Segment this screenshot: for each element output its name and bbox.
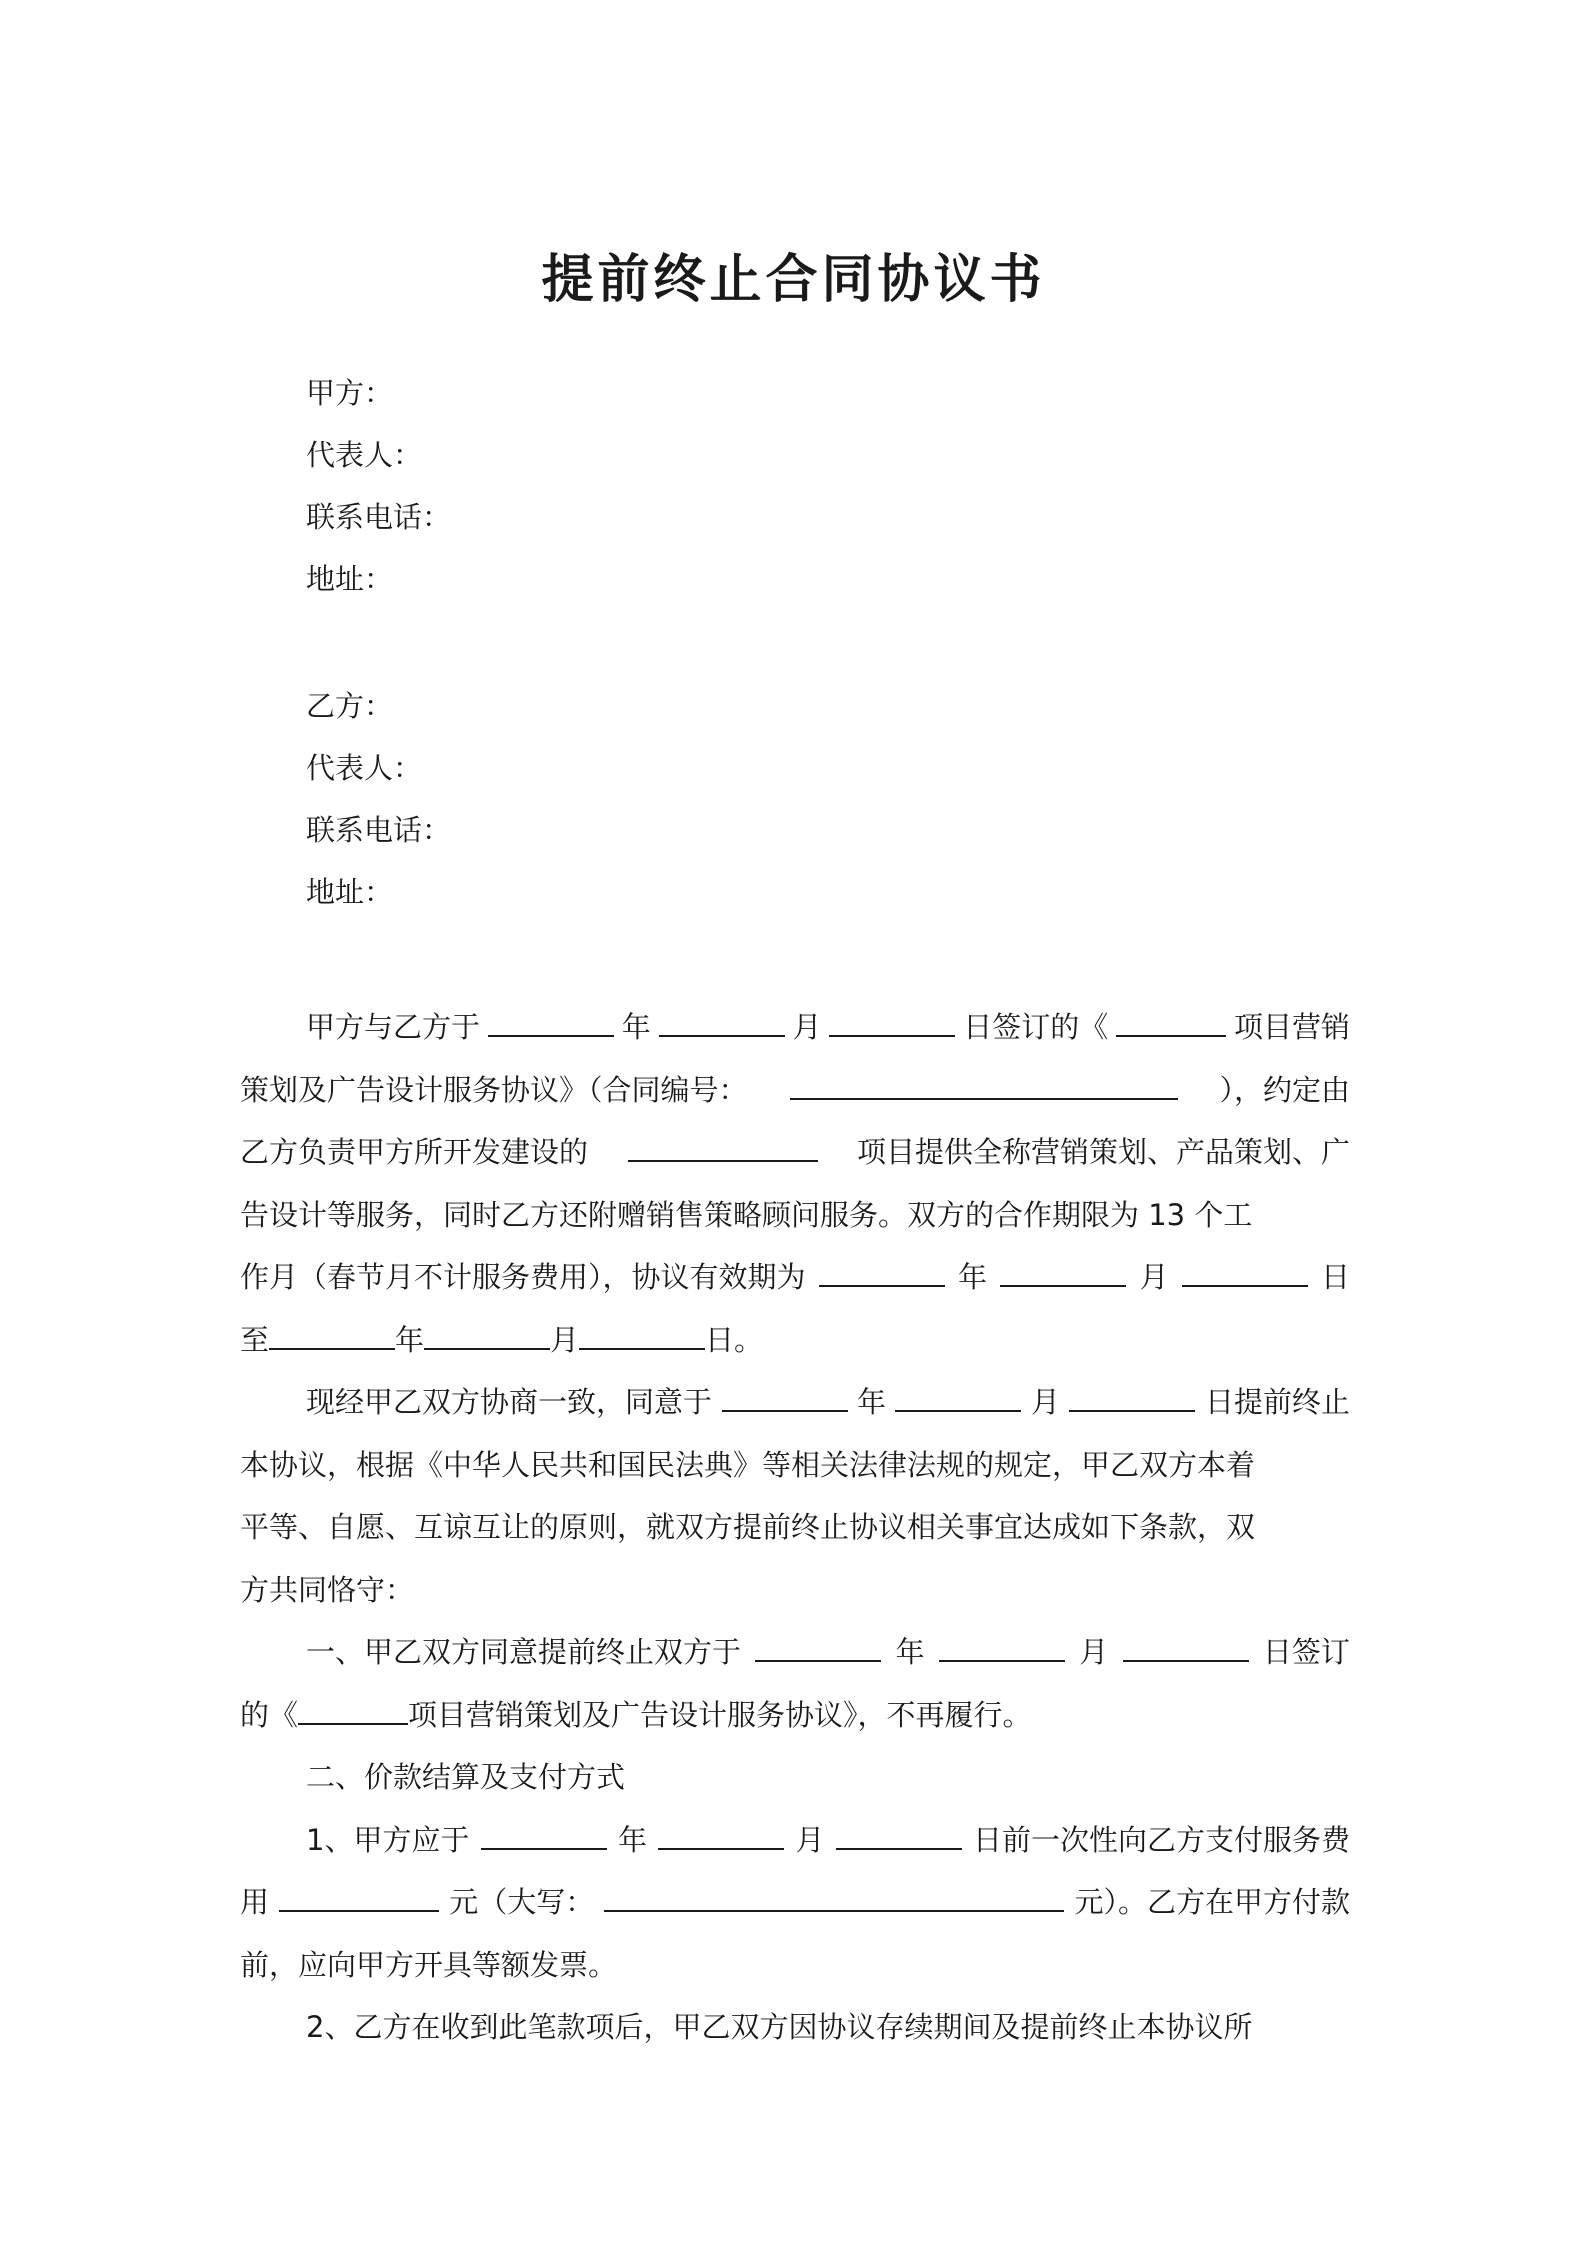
- text-segment: 项目提供全称营销策划、产品策划、广: [856, 1135, 1350, 1169]
- text-segment: 年: [895, 1635, 925, 1669]
- para2-line3: [240, 1496, 1350, 1559]
- para2-line2: [240, 1434, 1350, 1497]
- text-segment: 至: [240, 1322, 270, 1357]
- para2-line1: [240, 1371, 1350, 1434]
- para1-line2: [240, 1059, 1350, 1122]
- text-segment: 用: [240, 1885, 270, 1919]
- clause2-2-line1: [240, 1996, 1350, 2059]
- year-blank: [722, 1380, 848, 1412]
- text-segment: 甲方与乙方于: [306, 1010, 481, 1044]
- clause2-1-line2: [240, 1871, 1350, 1934]
- text-segment: 日提前终止: [1204, 1385, 1350, 1419]
- para1-line4: [240, 1184, 1350, 1247]
- text-segment: 月: [550, 1322, 580, 1357]
- month-blank: [1000, 1255, 1126, 1287]
- text-segment: 的《: [240, 1697, 299, 1732]
- contract-number-blank: [790, 1068, 1178, 1100]
- project-name-blank: [298, 1693, 408, 1725]
- text-segment: 日前一次性向乙方支付服务费: [972, 1822, 1350, 1857]
- day-blank: [579, 1318, 705, 1350]
- text-segment: 项目营销策划及广告设计服务协议》，不再履行。: [408, 1697, 1032, 1732]
- text-segment: 日签订: [1262, 1635, 1350, 1669]
- year-blank: [488, 1005, 614, 1037]
- text-segment: 前，应向甲方开具等额发票。: [240, 1947, 618, 1982]
- text-segment: 项目营销: [1233, 1010, 1350, 1044]
- text-segment: 1、甲方应于: [306, 1822, 470, 1857]
- party-a-rep-label: 代表人：: [306, 438, 423, 472]
- text-segment: 方共同恪守：: [240, 1572, 415, 1607]
- text-segment: 日签订的《: [963, 1010, 1109, 1044]
- text-segment: 告设计等服务，同时乙方还附赠销售策略顾问服务。双方的合作期限为 13 个工: [240, 1197, 1253, 1232]
- section-heading: 二、价款结算及支付方式: [306, 1760, 626, 1794]
- text-segment: 月: [1030, 1385, 1060, 1419]
- month-blank: [939, 1630, 1065, 1662]
- para1-line1: [240, 996, 1350, 1059]
- day-blank: [1069, 1380, 1195, 1412]
- party-b-name-label: 乙方：: [306, 689, 394, 723]
- clause1-line1: [240, 1621, 1350, 1684]
- text-segment: 年: [856, 1385, 886, 1419]
- text-segment: 日。: [705, 1322, 764, 1357]
- text-segment: 月: [1079, 1635, 1109, 1669]
- text-segment: 月: [795, 1822, 825, 1857]
- day-blank: [836, 1818, 962, 1850]
- text-segment: 日: [1320, 1260, 1350, 1294]
- text-segment: 年: [617, 1822, 647, 1857]
- year-blank: [755, 1630, 881, 1662]
- day-blank: [1182, 1255, 1308, 1287]
- text-segment: 月: [1139, 1260, 1169, 1294]
- text-segment: 元（大写：: [449, 1885, 595, 1919]
- text-segment: 年: [957, 1260, 987, 1294]
- month-blank: [658, 1818, 784, 1850]
- party-a-phone-label: 联系电话：: [306, 500, 452, 534]
- month-blank: [424, 1318, 550, 1350]
- para2-line4: [240, 1559, 1350, 1622]
- clause2-1-line1: [240, 1809, 1350, 1872]
- text-segment: 平等、自愿、互谅互让的原则，就双方提前终止协议相关事宜达成如下条款，双: [240, 1510, 1256, 1544]
- year-blank: [819, 1255, 945, 1287]
- text-segment: 一、甲乙双方同意提前终止双方于: [306, 1635, 742, 1669]
- text-segment: 现经甲乙双方协商一致，同意于: [306, 1385, 713, 1419]
- party-a-name-label: 甲方：: [306, 376, 394, 410]
- document-title: 提前终止合同协议书: [541, 249, 1046, 310]
- text-segment: 月: [792, 1010, 822, 1044]
- para1-line6: [240, 1309, 1350, 1372]
- clause2-heading: [240, 1746, 1350, 1809]
- para1-line5: [240, 1246, 1350, 1309]
- text-segment: 策划及广告设计服务协议》（合同编号：: [240, 1072, 748, 1107]
- contract-body: [240, 996, 1350, 2059]
- text-segment: 本协议，根据《中华人民共和国民法典》等相关法律法规的规定，甲乙双方本着: [240, 1447, 1256, 1482]
- day-blank: [829, 1005, 955, 1037]
- text-segment: 作月（春节月不计服务费用），协议有效期为: [240, 1260, 806, 1294]
- month-blank: [895, 1380, 1021, 1412]
- amount-in-words-blank: [604, 1880, 1064, 1912]
- development-project-blank: [628, 1130, 818, 1162]
- clause2-1-line3: [240, 1934, 1350, 1997]
- text-segment: 年: [621, 1010, 651, 1044]
- clause1-line2: [240, 1684, 1350, 1747]
- amount-blank: [279, 1880, 439, 1912]
- month-blank: [659, 1005, 785, 1037]
- year-blank: [481, 1818, 607, 1850]
- text-segment: 2、乙方在收到此笔款项后，甲乙双方因协议存续期间及提前终止本协议所: [306, 2010, 1253, 2044]
- party-b-phone-label: 联系电话：: [306, 813, 452, 847]
- text-segment: 元）。乙方在甲方付款: [1074, 1885, 1350, 1919]
- text-segment: 乙方负责甲方所开发建设的: [240, 1135, 589, 1169]
- day-blank: [1123, 1630, 1249, 1662]
- party-b-block: [306, 675, 451, 923]
- party-a-block: [306, 362, 451, 610]
- party-a-address-label: 地址：: [306, 562, 394, 596]
- party-b-address-label: 地址：: [306, 875, 394, 909]
- project-name-blank: [1116, 1005, 1226, 1037]
- para1-line3: [240, 1121, 1350, 1184]
- party-b-rep-label: 代表人：: [306, 751, 423, 785]
- text-segment: ），约定由: [1219, 1072, 1350, 1107]
- year-blank: [269, 1318, 395, 1350]
- text-segment: 年: [395, 1322, 425, 1357]
